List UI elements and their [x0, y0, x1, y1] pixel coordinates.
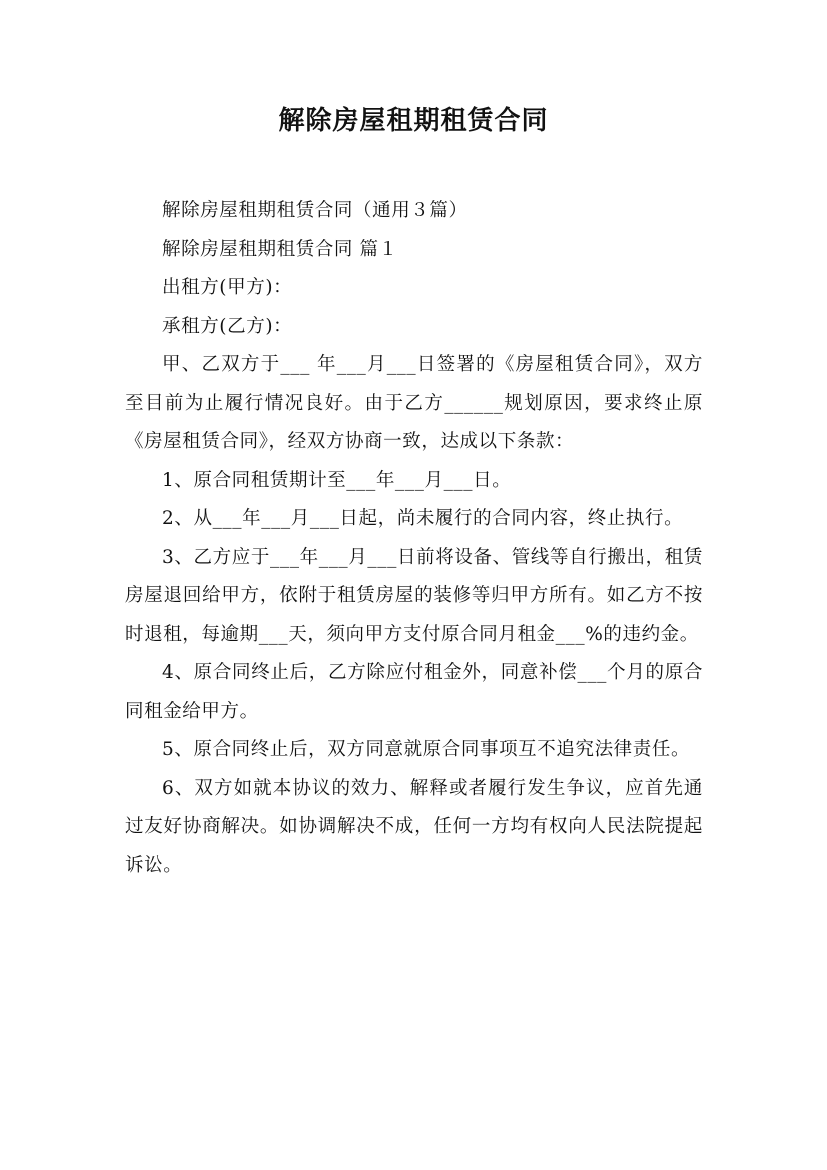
paragraph-clause-5: 5、原合同终止后，双方同意就原合同事项互不追究法律责任。 — [162, 739, 691, 760]
document-body — [125, 192, 703, 885]
paragraph-preamble: 甲、乙双方于___ 年___月___日签署的《房屋租赁合同》，双方至目前为止履行情况良好。由于乙方______规划原因，要求终止原《房屋租赁合同》，经双方协商一致，达成以下条款： — [125, 354, 703, 452]
paragraph-subtitle: 解除房屋租期租赁合同（通用３篇） — [162, 200, 468, 221]
paragraph-lessee: 承租方(乙方)： — [162, 315, 293, 337]
paragraph-clause-1: 1、原合同租赁期计至___年___月___日。 — [162, 469, 512, 491]
paragraph-section-heading: 解除房屋租期租赁合同 篇１ — [162, 238, 398, 260]
paragraph-clause-2: 2、从___年___月___日起，尚未履行的合同内容，终止执行。 — [162, 508, 684, 529]
paragraph-lessor: 出租方(甲方)： — [162, 277, 293, 298]
paragraph-clause-4: 4、原合同终止后，乙方除应付租金外，同意补偿___个月的原合同租金给甲方。 — [125, 662, 703, 722]
paragraph-clause-3: 3、乙方应于___年___月___日前将设备、管线等自行搬出，租赁房屋退回给甲方，依附于租赁房屋的装修等归甲方所有。如乙方不按时退租，每逾期___天，须向甲方支付原合同月租金___%的违约金。 — [125, 546, 703, 645]
document-title: 解除房屋租期租赁合同 — [278, 106, 549, 136]
paragraph-clause-6: 6、双方如就本协议的效力、解释或者履行发生争议，应首先通过友好协商解决。如协调解决不成，任何一方均有权向人民法院提起诉讼。 — [125, 777, 703, 876]
